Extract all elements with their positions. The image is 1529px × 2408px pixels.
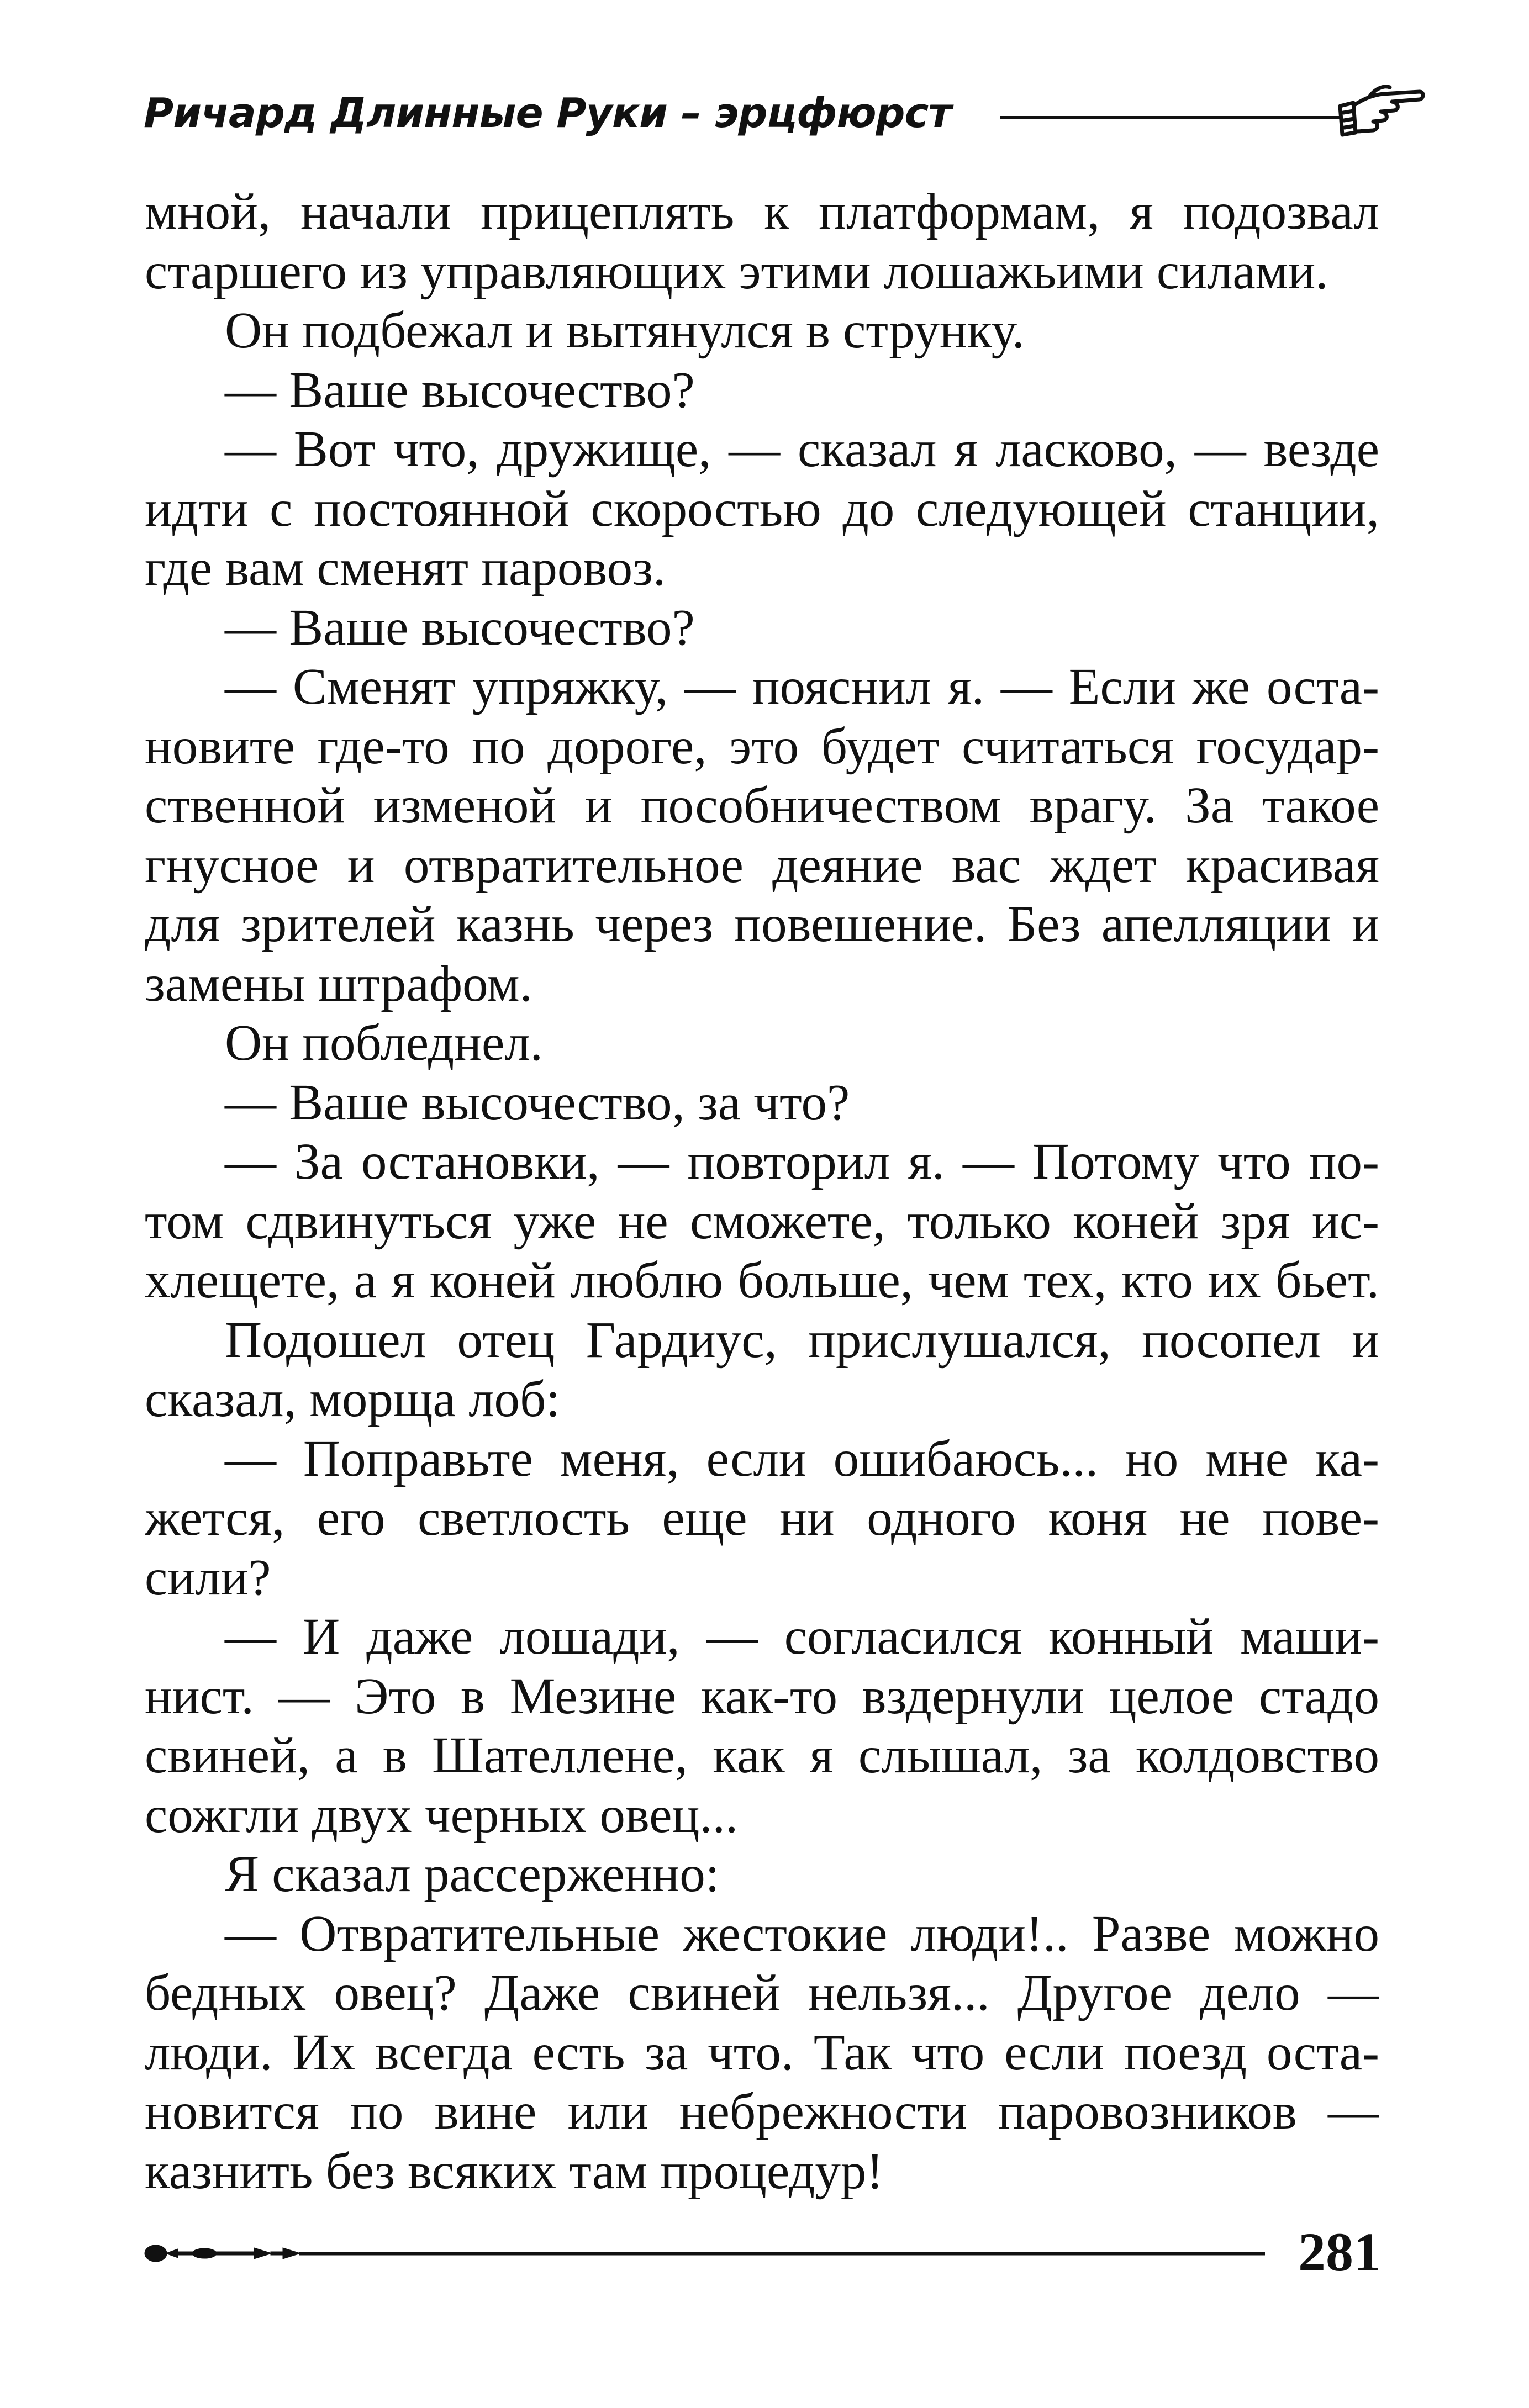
text-line: казнить без всяких там процедур! (145, 2142, 884, 2200)
header-rule (1000, 116, 1342, 119)
text-line: ственной изменой и пособничеством врагу. За такое (145, 777, 1379, 834)
page-number: 281 (1298, 2221, 1381, 2283)
arrow-rule-ornament (144, 2242, 1265, 2264)
text-line: свиней, а в Шателлене, как я слышал, за колдовство (145, 1727, 1379, 1784)
text-line: сожгли двух черных овец... (145, 1786, 739, 1844)
page-footer (144, 2220, 1381, 2286)
text-line: — Вот что, дружище, — сказал я ласково, — везде (225, 421, 1379, 478)
text-line: Он подбежал и вытянулся в струнку. (225, 302, 1025, 359)
text-line: Я сказал рассерженно: (225, 1846, 720, 1903)
text-line: где вам сменят паровоз. (145, 540, 666, 596)
text-line: Он побледнел. (225, 1015, 543, 1071)
text-line: замены штрафом. (145, 955, 532, 1012)
text-line: сили? (145, 1549, 271, 1606)
text-line: Подошел отец Гардиус, прислушался, посопел и (225, 1311, 1379, 1369)
text-line: гнусное и отвратительное деяние вас ждет красивая (145, 836, 1379, 894)
text-line: — Ваше высочество, за что? (225, 1074, 850, 1131)
text-line: — Отвратительные жестокие люди!.. Разве можно (225, 1905, 1379, 1962)
text-line: том сдвинуться уже не сможете, только коней зря ис- (145, 1192, 1379, 1250)
text-line: для зрителей казнь через повешение. Без апелляции и (145, 896, 1379, 953)
text-line: — Ваше высочество? (225, 599, 695, 656)
page-body-text (145, 182, 1379, 2201)
text-line: — За остановки, — повторил я. — Потому что по- (225, 1133, 1379, 1190)
text-line: идти с постоянной скоростью до следующей станции, (145, 480, 1379, 537)
pointing-hand-icon (1337, 77, 1425, 149)
text-line: сказал, морща лоб: (145, 1371, 561, 1428)
text-line: — Сменят упряжку, — пояснил я. — Если же оста- (225, 658, 1379, 715)
text-line: нист. — Это в Мезине как-то вздернули целое стадо (145, 1667, 1379, 1725)
text-line: жется, его светлость еще ни одного коня не пове- (145, 1490, 1379, 1546)
text-line: бедных овец? Даже свиней нельзя... Другое дело — (145, 1965, 1379, 2021)
text-line: старшего из управляющих этими лошажьими силами. (145, 242, 1328, 300)
text-line: — Ваше высочество? (225, 361, 695, 419)
text-line: хлещете, а я коней люблю больше, чем тех, кто их бьет. (145, 1252, 1379, 1309)
text-line: новится по вине или небрежности паровозников — (145, 2083, 1379, 2140)
text-line: люди. Их всегда есть за что. Так что если поезд оста- (145, 2024, 1379, 2081)
running-title: Ричард Длинные Руки – эрцфюрст (144, 89, 952, 137)
text-line: мной, начали прицеплять к платформам, я подозвал (145, 183, 1379, 240)
text-line: новите где-то по дороге, это будет считаться государ- (145, 717, 1379, 775)
text-line: — И даже лошади, — согласился конный маши- (225, 1608, 1379, 1665)
text-line: — Поправьте меня, если ошибаюсь... но мне ка- (225, 1430, 1379, 1487)
running-header (144, 77, 1386, 155)
